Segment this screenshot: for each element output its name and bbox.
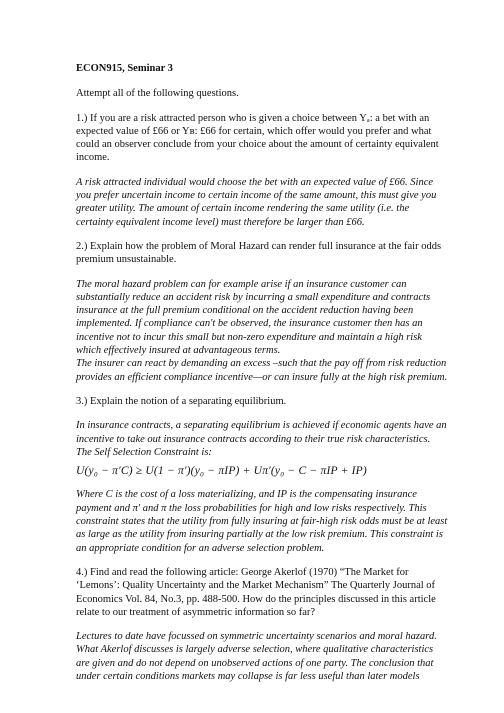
answer-2-continued: The insurer can react by demanding an excess –such that the pay off from risk reduction provides an efficient compliance incentive—or can insure fully at the high risk premium. (76, 358, 448, 383)
answer-3: In insurance contracts, a separating equilibrium is achieved if economic agents have an incentive to take out insurance contracts according to their true risk characteristics. The Self Selection Constraint is: (76, 420, 447, 458)
document-title: ECON915, Seminar 3 (76, 63, 173, 74)
answer-4: Lectures to date have focussed on symmetric uncertainty scenarios and moral hazard. What Akerlof discusses is largely adverse selection, where qualitative characteristics are given and do not depend on unobserved actions of one party. The conclusion that under certain conditions markets may collapse is far less useful than later models (76, 631, 437, 682)
question-2: 2.) Explain how the problem of Moral Hazard can render full insurance at the fair odds premium unsustainable. (76, 240, 442, 266)
answer-2: The moral hazard problem can for example arise if an insurance customer can substantially reduce an accident risk by incurring a small expenditure and contracts insurance at the full premium conditional on the accident reduction having been implemented. If compliance can't be observed, the insurance customer then has an incentive not to incur this small but non-zero expenditure and maintain a high risk which effectively insured at advantageous terms. (76, 278, 431, 357)
document-page (76, 62, 448, 694)
answer-3-continued: Where C is the cost of a loss materializing, and IP is the compensating insurance payment and π′ and π the loss probabilities for high and low risks respectively. This constraint states that the utility from fully insuring at fair-high risk odds must be at least as large as the utility from insuring partially at the low risk premium. This constraint is an appropriate condition for an adverse selection problem. (76, 489, 448, 554)
answer-1: A risk attracted individual would choose the bet with an expected value of £66. Since you prefer uncertain income to certain income of the same amount, this must give you greater utility. The amount of certain income rendering the same utility (i.e. the certainty equivalent income level) must therefore be larger than £66. (76, 176, 437, 228)
self-selection-equation: U(y₀ − π′C) ≥ U(1 − π′)(y₀ − πIP) + Uπ′(y₀ − C − πIP + IP) (76, 465, 367, 478)
question-1: 1.) If you are a risk attracted person who is given a choice between Yₐ: a bet with an expected value of £66 or Yʙ: £66 for certain, which offer would you prefer and what could an observer conclude from your choice about the amount of certainty equivalent income. (76, 112, 439, 164)
instructions: Attempt all of the following questions. (76, 88, 239, 100)
question-4: 4.) Find and read the following article: George Akerlof (1970) “The Market for ‘Lemons’: Quality Uncertainty and the Market Mechanism” The Quarterly Journal of Economics Vol. 84, No.3, pp. 488-500. How do the principles discussed in this article relate to our treatment of asymmetric information so far? (76, 566, 436, 618)
question-3: 3.) Explain the notion of a separating equilibrium. (76, 395, 287, 407)
